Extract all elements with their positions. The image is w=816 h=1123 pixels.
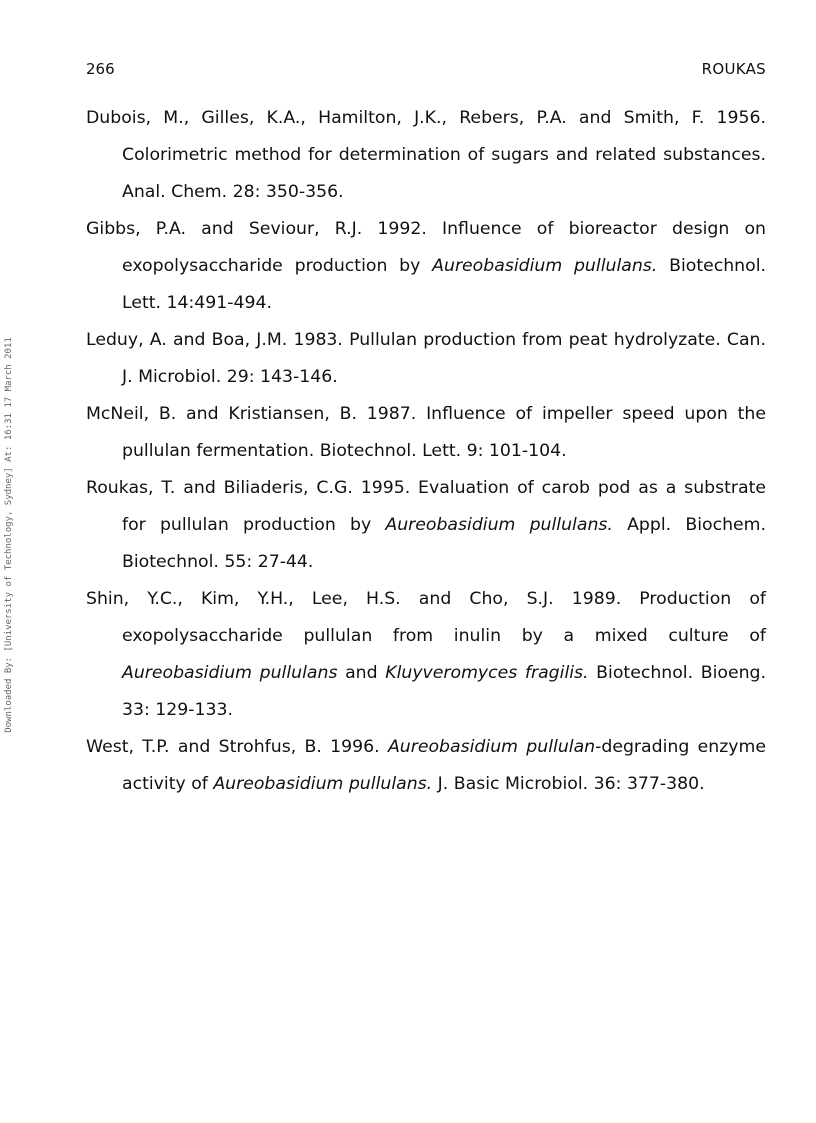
reference-text: Shin, Y.C., Kim, Y.H., Lee, H.S. and Cho, S.J. 1989. Production of exopolysaccharide pullulan from inulin by a mixed culture of (86, 589, 766, 646)
download-watermark-text: Downloaded By: [University of Technology, Sydney] At: 16:31 17 March 2011 (4, 337, 14, 733)
reference-text: Biotechnol. Lett. 14:491-494. (122, 256, 766, 313)
page-header (86, 60, 766, 82)
species-name: Kluyveromyces fragilis. (385, 663, 589, 683)
running-head: ROUKAS (701, 60, 766, 78)
reference-text: Appl. Biochem. Biotechnol. 55: 27-44. (122, 515, 767, 572)
page-number: 266 (86, 60, 115, 78)
species-name: Aureobasidium pullulans. (432, 256, 658, 276)
reference-roukas-1995 (86, 470, 766, 581)
reference-text: Biotechnol. Bioeng. 33: 129-133. (122, 663, 766, 720)
reference-text: McNeil, B. and Kristiansen, B. 1987. Influence of impeller speed upon the pullulan fermentation. Biotechnol. Lett. 9: 101-104. (86, 404, 766, 461)
reference-leduy-1983 (86, 322, 766, 396)
species-name: Aureobasidium pullulans. (213, 774, 433, 794)
reference-west-1996 (86, 729, 766, 803)
reference-text: -degrading enzyme activity of (122, 737, 766, 794)
species-name: Aureobasidium pullulan (387, 737, 596, 757)
species-name: Aureobasidium pullulans. (385, 515, 613, 535)
reference-list (86, 100, 766, 803)
reference-text: Leduy, A. and Boa, J.M. 1983. Pullulan production from peat hydrolyzate. Can. J. Microbiol. 29: 143-146. (86, 330, 766, 387)
reference-shin-1989 (86, 581, 766, 729)
reference-text: Gibbs, P.A. and Seviour, R.J. 1992. Influence of bioreactor design on exopolysaccharide production by (86, 219, 766, 276)
reference-dubois-1956 (86, 100, 766, 211)
download-watermark (0, 320, 18, 750)
reference-text: West, T.P. and Strohfus, B. 1996. (86, 737, 388, 757)
reference-text: Dubois, M., Gilles, K.A., Hamilton, J.K., Rebers, P.A. and Smith, F. 1956. Colorimetric method for determination of sugars and related substances. Anal. Chem. 28: 350-356. (86, 108, 766, 202)
reference-text: and (337, 663, 386, 683)
reference-text: J. Basic Microbiol. 36: 377-380. (432, 774, 705, 794)
reference-text: Roukas, T. and Biliaderis, C.G. 1995. Evaluation of carob pod as a substrate for pullulan production by (86, 478, 766, 535)
species-name: Aureobasidium pullulans (122, 663, 338, 683)
reference-gibbs-1992 (86, 211, 766, 322)
reference-mcneil-1987 (86, 396, 766, 470)
